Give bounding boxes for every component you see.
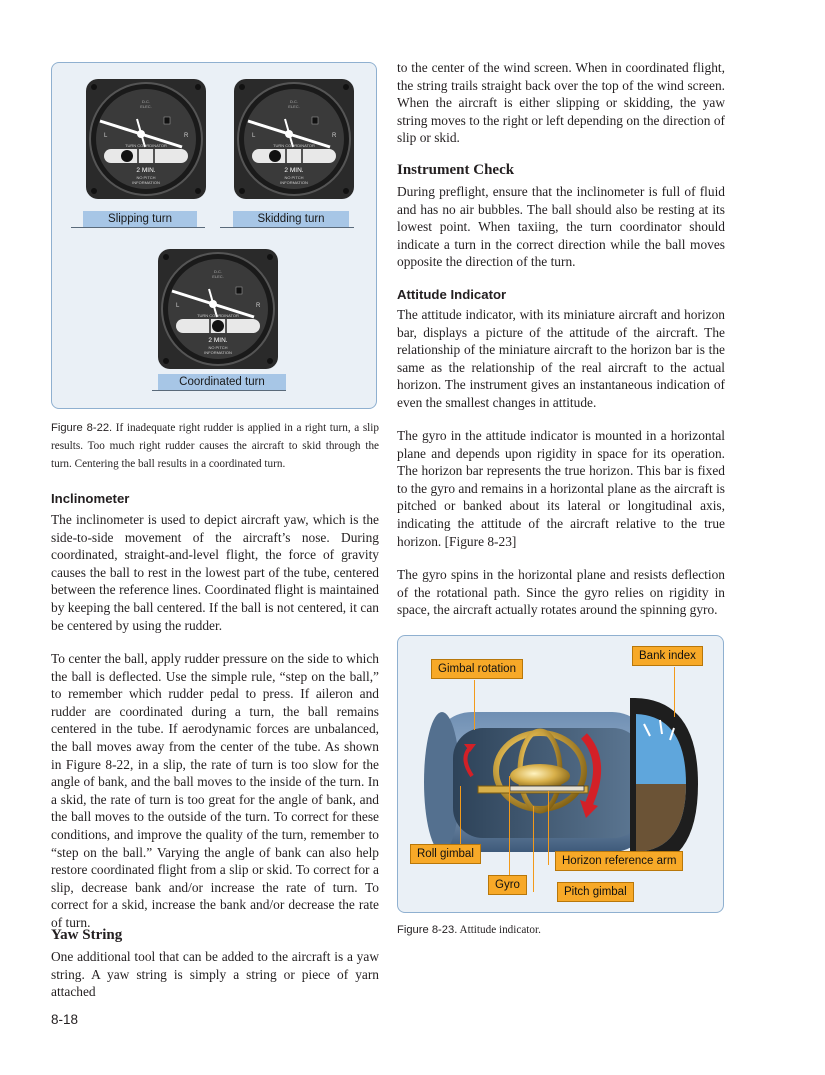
- gauge-caption-coordinated: Coordinated turn: [158, 374, 286, 390]
- paragraph-attitude-indicator-2: The gyro in the attitude indicator is mounted in a horizontal plane and depends upon rigidity in space for its operation. The horizon bar represents the true horizon. This bar is fixed to the gyro and remains in a horizontal plane as the aircraft is pitched or banked about its lateral or longitudinal axis, indicating the attitude of the aircraft relative to the true horizon. [Figure 8-23]: [397, 428, 725, 549]
- svg-text:TURN COORDINATOR: TURN COORDINATOR: [197, 313, 239, 318]
- figure-8-23-panel: [397, 635, 724, 913]
- paragraph-attitude-indicator-3: The gyro spins in the horizontal plane and resists deflection of the rotational path. Since the gyro relies on rigidity in space, the aircraft actually rotates around the spinning gyro.: [397, 567, 725, 618]
- svg-text:D.C.: D.C.: [214, 269, 222, 274]
- svg-text:L: L: [104, 133, 108, 139]
- callout-pitch-gimbal: Pitch gimbal: [557, 882, 634, 902]
- svg-text:TURN COORDINATOR: TURN COORDINATOR: [125, 143, 167, 148]
- figure-label: Figure 8-23.: [397, 924, 458, 936]
- callout-gimbal-rotation: Gimbal rotation: [431, 659, 523, 679]
- svg-text:NO PITCH: NO PITCH: [284, 175, 304, 180]
- callout-gyro: Gyro: [488, 875, 527, 895]
- callout-horizon-reference-arm: Horizon reference arm: [555, 851, 683, 871]
- figure-caption-text: If inadequate right rudder is applied in a right turn, a slip results. Too much right rudder causes the aircraft to skid through the turn. Centering the ball results in a coordinated turn.: [51, 422, 379, 470]
- leader-line-bank-index: [674, 667, 675, 717]
- svg-text:INFORMATION: INFORMATION: [280, 180, 308, 185]
- figure-label: Figure 8-22.: [51, 422, 113, 434]
- figure-8-22-panel: [51, 62, 377, 409]
- svg-text:NO PITCH: NO PITCH: [136, 175, 156, 180]
- section-heading-attitude-indicator: Attitude Indicator: [397, 287, 507, 302]
- paragraph-yaw-string-1: One additional tool that can be added to the aircraft is a yaw string. A yaw string is simply a string or piece of yarn attached: [51, 949, 379, 1000]
- figure-8-23-caption: [397, 921, 725, 939]
- gauge-caption-slipping: Slipping turn: [83, 211, 197, 227]
- svg-text:INFORMATION: INFORMATION: [132, 180, 160, 185]
- section-heading-yaw-string: Yaw String: [51, 927, 123, 943]
- svg-text:TURN COORDINATOR: TURN COORDINATOR: [273, 143, 315, 148]
- svg-text:INFORMATION: INFORMATION: [204, 350, 232, 355]
- leader-line-pitch-gimbal: [533, 806, 534, 892]
- leader-line-gyro: [509, 776, 510, 876]
- leader-line-horizon-reference-arm: [548, 791, 549, 865]
- svg-text:2 MIN.: 2 MIN.: [136, 167, 156, 174]
- svg-text:ELEC.: ELEC.: [288, 104, 300, 109]
- leader-line-roll-gimbal: [460, 786, 461, 844]
- svg-text:R: R: [184, 133, 189, 139]
- callout-roll-gimbal: Roll gimbal: [410, 844, 481, 864]
- turn-coordinator-gauge-coordinated: [156, 247, 280, 371]
- section-heading-inclinometer: Inclinometer: [51, 491, 130, 506]
- turn-coordinator-gauge-skidding: [232, 77, 356, 201]
- svg-text:D.C.: D.C.: [290, 99, 298, 104]
- svg-text:2 MIN.: 2 MIN.: [208, 337, 228, 344]
- paragraph-attitude-indicator-1: The attitude indicator, with its miniature aircraft and horizon bar, displays a picture of the attitude of the aircraft. The relationship of the miniature aircraft to the horizon bar is the same as the relationship of the real aircraft to the actual horizon. The instrument gives an instantaneous indication of even the smallest changes in attitude.: [397, 307, 725, 410]
- paragraph-inclinometer-2: To center the ball, apply rudder pressure on the side to which the ball is deflected. Use the simple rule, “step on the ball,” to remember which rudder pedal to press. If aileron and rudder are coordinated during a turn, the ball remains centered in the tube. If aerodynamic forces are unbalanced, the ball moves away from the center of the tube. As shown in Figure 8-22, in a slip, the rate of turn is too slow for the angle of bank, and the ball moves to the inside of the turn. In a skid, the rate of turn is too great for the angle of bank, and the ball moves to the outside of the turn. To correct for these conditions, and improve the quality of the turn, remember to “step on the ball.” Varying the angle of bank can also help restore coordinated flight from a slip or skid. To correct for a slip, decrease bank and/or increase the rate of turn. To correct for a skid, increase the bank and/or decrease the rate of turn.: [51, 651, 379, 930]
- svg-text:ELEC.: ELEC.: [212, 274, 224, 279]
- paragraph-inclinometer-1: The inclinometer is used to depict aircraft yaw, which is the side-to-side movement of the aircraft’s nose. During coordinated, straight-and-level flight, the force of gravity causes the ball to rest in the lowest part of the tube, centered between the reference lines. Coordinated flight is maintained by keeping the ball centered. If the ball is not centered, it can be centered by using the rudder.: [51, 512, 379, 633]
- svg-text:NO PITCH: NO PITCH: [208, 345, 228, 350]
- svg-text:L: L: [176, 303, 180, 309]
- leader-line-gimbal-rotation: [474, 680, 475, 730]
- svg-text:D.C.: D.C.: [142, 99, 150, 104]
- callout-bank-index: Bank index: [632, 646, 703, 666]
- svg-text:R: R: [256, 303, 261, 309]
- svg-text:R: R: [332, 133, 337, 139]
- turn-coordinator-gauge-slipping: [84, 77, 208, 201]
- gauge-caption-underline: [152, 390, 286, 391]
- section-heading-instrument-check: Instrument Check: [397, 162, 515, 178]
- figure-8-22-caption: [51, 419, 379, 473]
- svg-text:L: L: [252, 133, 256, 139]
- figure-caption-text: Attitude indicator.: [457, 924, 541, 936]
- svg-text:2 MIN.: 2 MIN.: [284, 167, 304, 174]
- svg-text:ELEC.: ELEC.: [140, 104, 152, 109]
- gauge-caption-underline: [220, 227, 354, 228]
- page-number: 8-18: [51, 1012, 79, 1027]
- paragraph-yaw-string-continued: to the center of the wind screen. When in coordinated flight, the string trails straight back over the top of the wind screen. When the aircraft is either slipping or skidding, the yaw string moves to the right or left depending on the direction of slip or skid.: [397, 60, 725, 146]
- gauge-caption-underline: [71, 227, 205, 228]
- paragraph-instrument-check: During preflight, ensure that the inclinometer is full of fluid and has no air bubbles. The ball should also be resting at its lowest point. When taxiing, the turn coordinator should indicate a turn in the correct direction while the ball moves opposite the direction of the turn.: [397, 184, 725, 270]
- gauge-caption-skidding: Skidding turn: [233, 211, 349, 227]
